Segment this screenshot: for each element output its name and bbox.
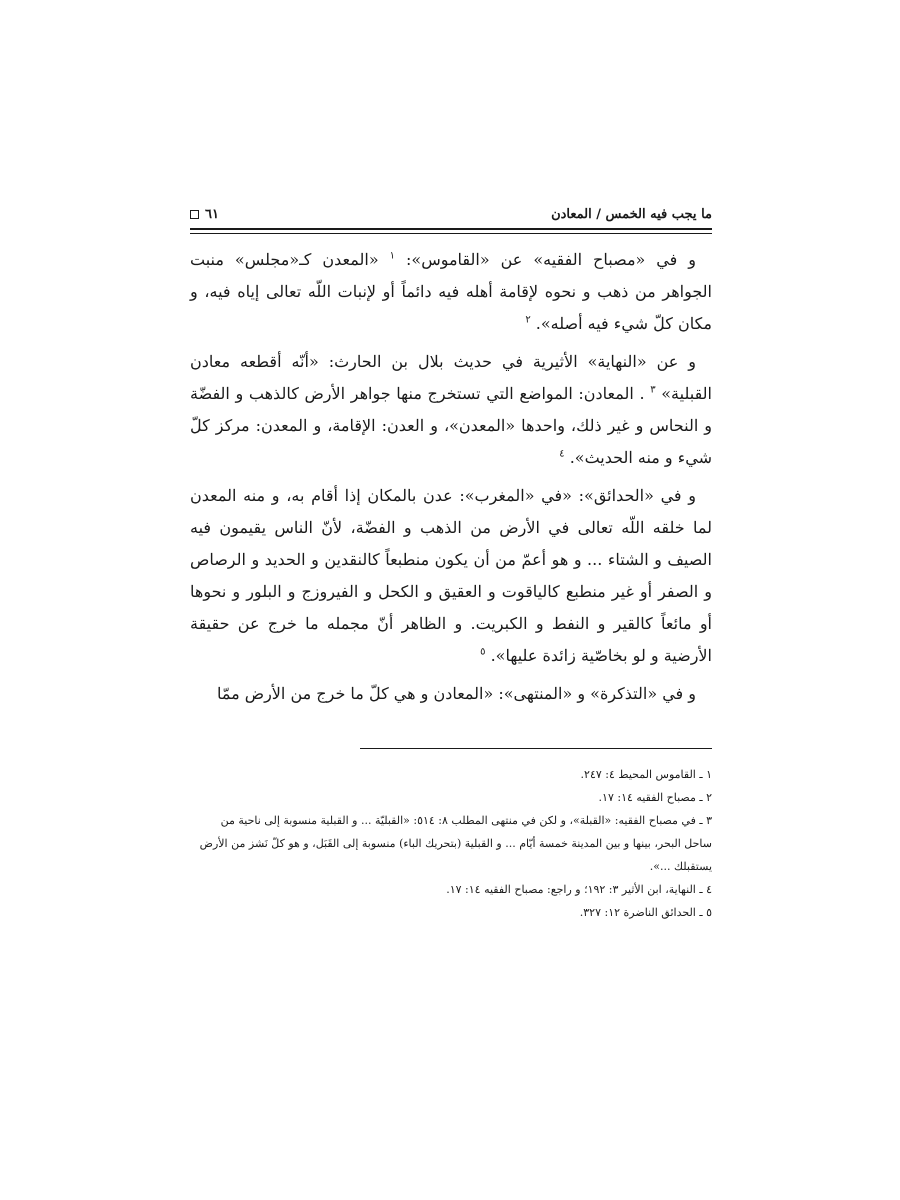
page-number: ٦١: [205, 207, 219, 222]
header-rule: [190, 228, 712, 234]
paragraph-text: و في «الحدائق»: «في «المغرب»: عدن بالمكان إذا أقام به، و منه المعدن لما خلقه اللّه تعالى في الأرض من الذهب و الفضّة، لأنّ الناس يقيمون فيه الصيف و الشتاء ... و هو أعمّ من أن يكون منطبعاً كالنقدين و الحديد و الرصاص و الصفر أو غير منطبع كالياقوت و العقيق و الكحل و الفيروزج و البلور و نحوها أو مائعاً كالقير و النفط و الكبريت. و الظاهر أنّ مجمله ما خرج عن حقيقة الأرضية و لو بخاصّية زائدة عليها».: [190, 486, 712, 665]
footnote-ref: ٣: [650, 384, 656, 396]
paragraph-text: و في «مصباح الفقيه» عن «القاموس»:: [395, 250, 697, 269]
footnote-4: ٤ ـ النهاية، ابن الأثير ٣: ١٩٢؛ و راجع: مصباح الفقيه ١٤: ١٧.: [446, 883, 712, 896]
page-number-block: [190, 207, 219, 222]
running-header: [190, 188, 712, 222]
footnotes: [190, 763, 712, 924]
paragraph-text: و عن «النهاية» الأثيرية في حديث بلال بن الحارث: «أنّه أقطعه معادن القبلية»: [190, 352, 712, 403]
footnote-ref: ٢: [525, 314, 531, 326]
footnote-3: ٣ ـ في مصباح الفقيه: «القبلة»، و لكن في منتهى المطلب ٨: ٥١٤: «القبليّة ... و القبلية منسوبة إلى ناحية من ساحل البحر، بينها و بين المدينة خمسة أيّام ... و القبلية (بتحريك الباء) منسوبة إلى القَبَل، و هو كلّ نَشز من الأرض يستقبلك ...».: [199, 814, 712, 873]
footnote-ref: ٤: [559, 448, 565, 460]
body-text: [190, 244, 712, 710]
paragraph-3: [190, 480, 712, 672]
chapter-title: ما يجب فيه الخمس / المعادن: [551, 207, 712, 222]
paragraph-text: «المعدن كـ«مجلس» منبت الجواهر من ذهب و نحوه لإقامة أهله فيه دائماً أو لإنبات اللّه تعالى إياه فيه، و مكان كلّ شيء فيه أصله».: [190, 250, 712, 333]
footnote-separator: [360, 748, 712, 749]
footnote-ref: ١: [389, 250, 396, 262]
footnote-5: ٥ ـ الحدائق الناضرة ١٢: ٣٢٧.: [579, 906, 712, 919]
paragraph-text: و في «التذكرة» و «المنتهى»: «المعادن و هي كلّ ما خرج من الأرض ممّا: [216, 684, 696, 703]
book-page: [190, 188, 712, 924]
paragraph-4: [190, 678, 712, 710]
footnote-1: ١ ـ القاموس المحيط ٤: ٢٤٧.: [580, 768, 712, 781]
paragraph-2: [190, 346, 712, 474]
paragraph-1: [190, 244, 712, 340]
square-icon: [190, 210, 199, 219]
footnote-ref: ٥: [480, 646, 486, 658]
footnote-2: ٢ ـ مصباح الفقيه ١٤: ١٧.: [598, 791, 712, 804]
paragraph-text: . المعادن: المواضع التي تستخرج منها جواهر الأرض كالذهب و الفضّة و النحاس و غير ذلك، واحدها «المعدن»، و العدن: الإقامة، و المعدن: مركز كلّ شيء و منه الحديث».: [190, 384, 712, 467]
